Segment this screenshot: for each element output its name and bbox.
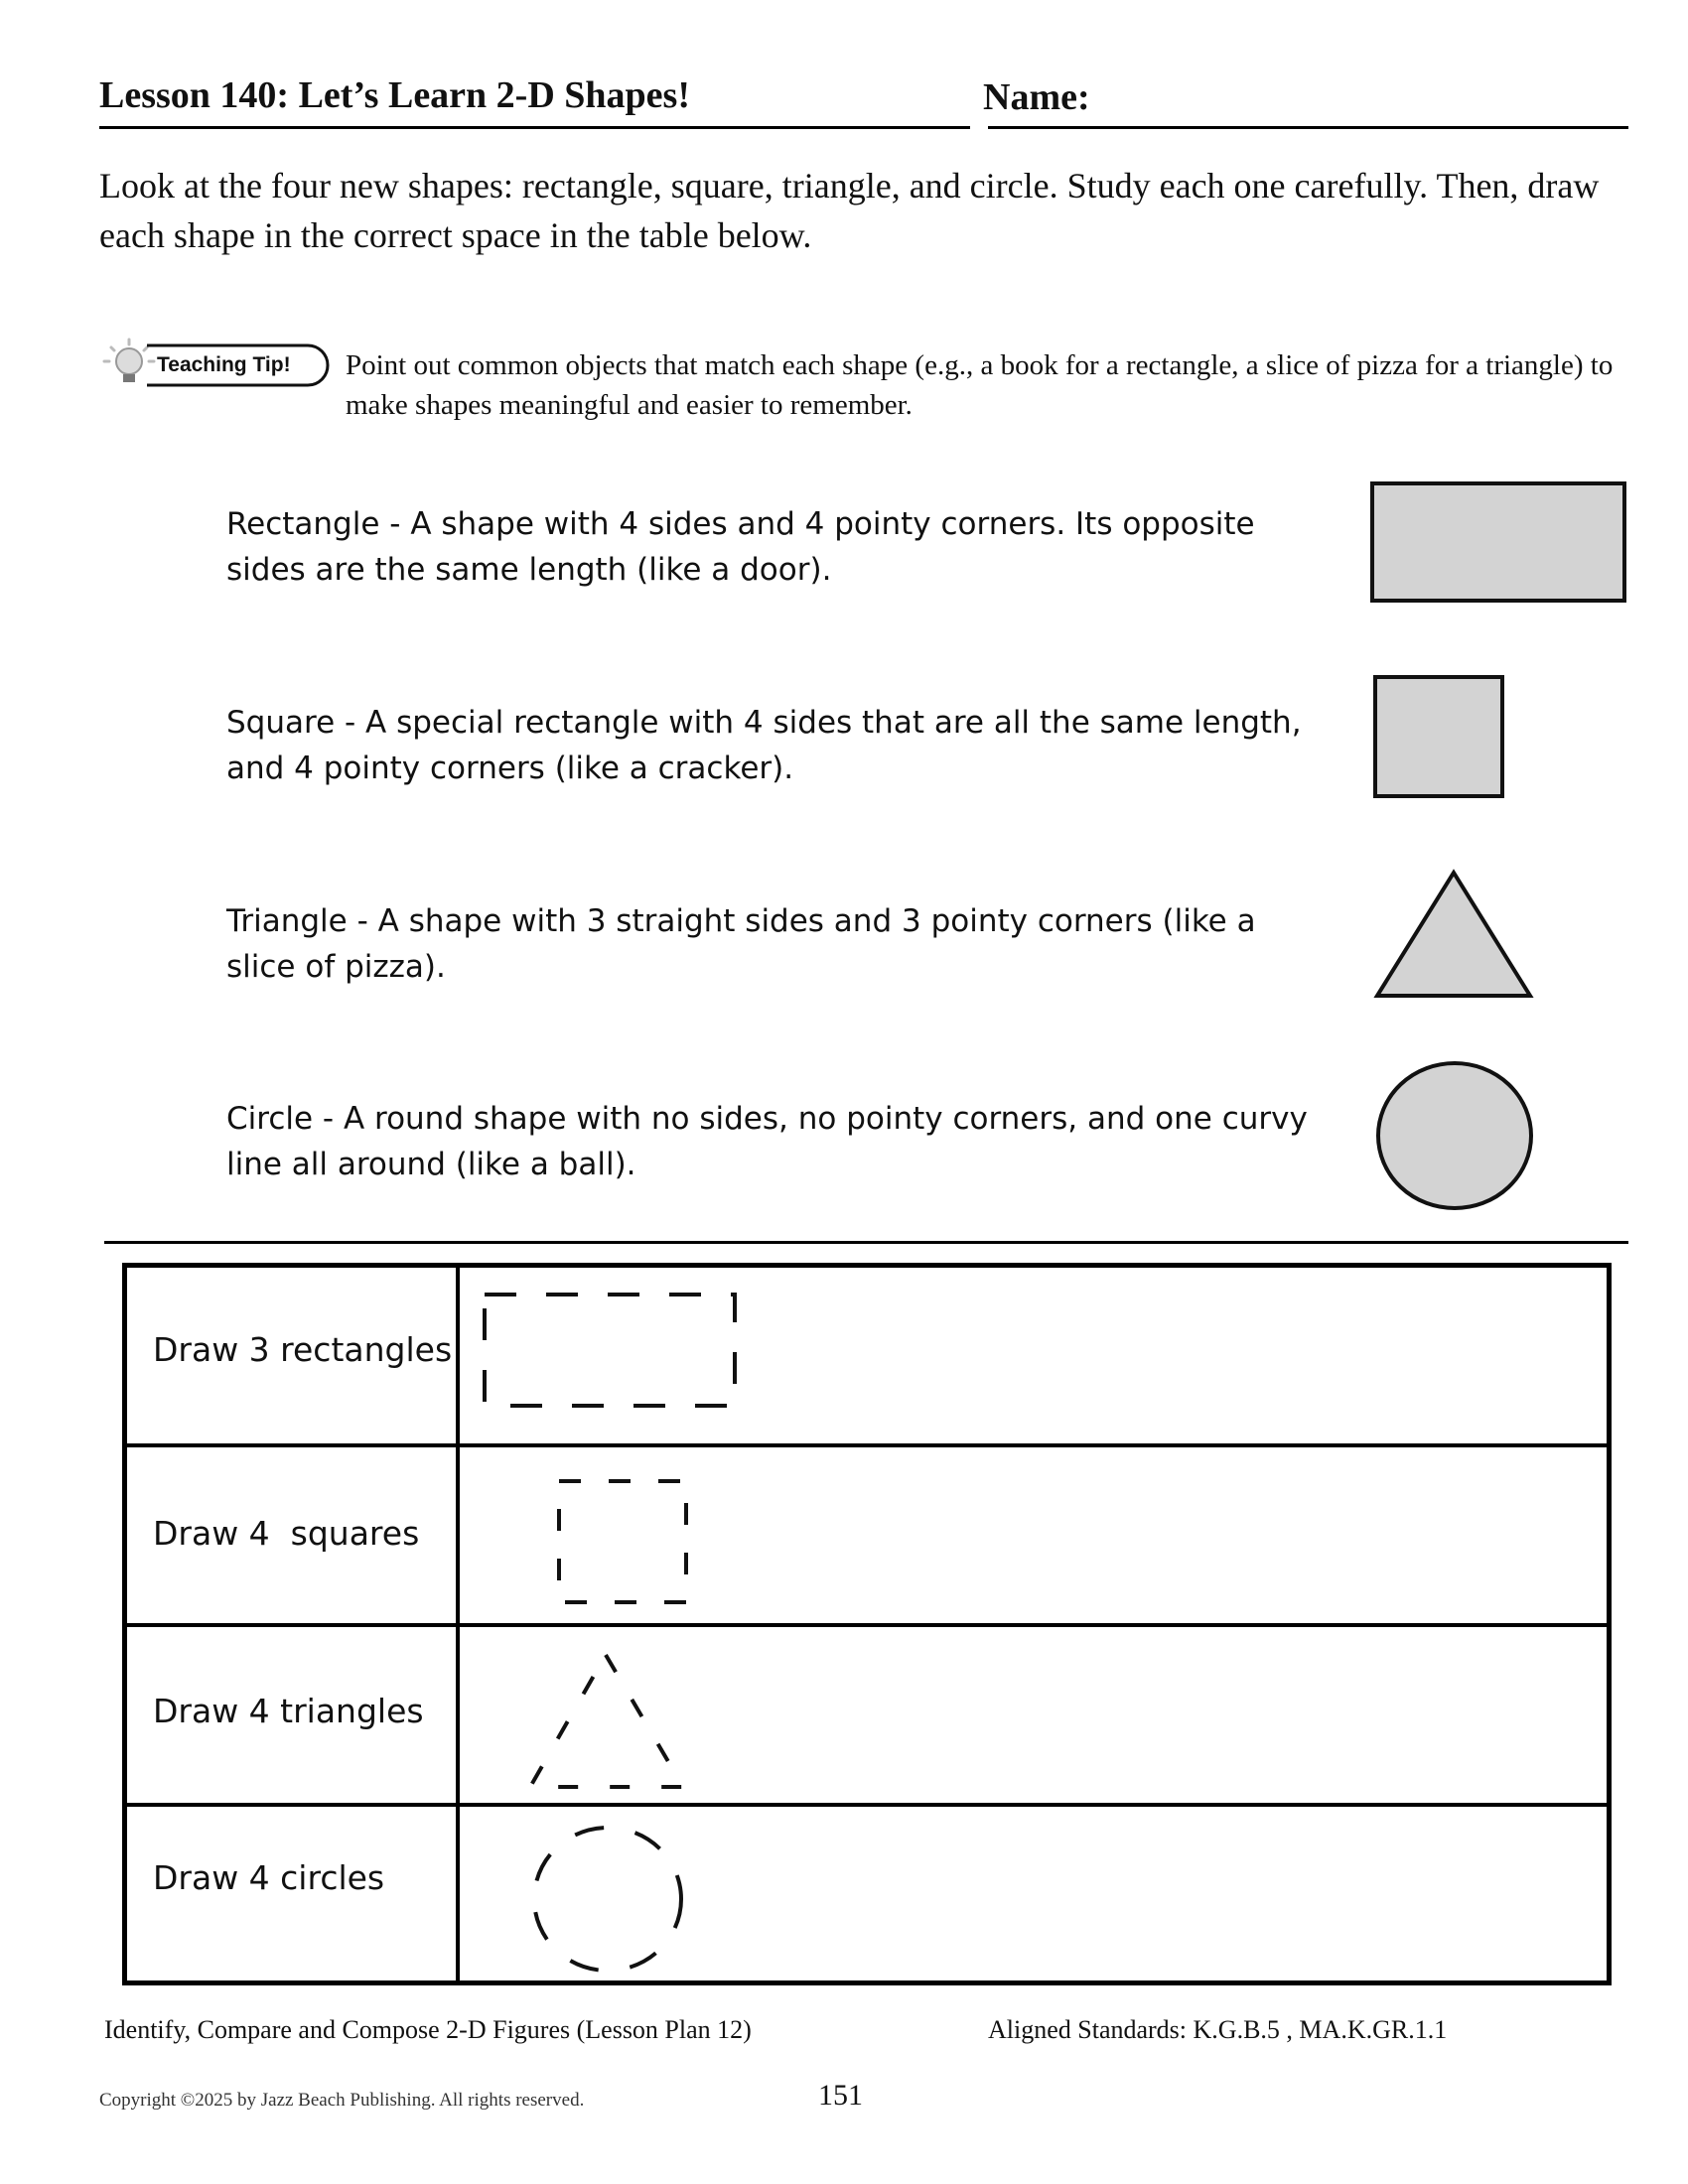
page-title: Lesson 140: Let’s Learn 2-D Shapes! (99, 74, 690, 116)
rectangle-definition: Rectangle - A shape with 4 sides and 4 pointy corners. Its opposite sides are the same length (like a door). (226, 506, 1255, 588)
triangle-definition: Triangle - A shape with 3 straight sides and 3 pointy corners (like a slice of pizza). (226, 903, 1256, 985)
dashed-triangle-icon (524, 1645, 698, 1804)
title-underline (99, 126, 970, 129)
copyright: Copyright ©2025 by Jazz Beach Publishing. All rights reserved. (99, 2090, 585, 2111)
row-label-triangles: Draw 4 triangles (153, 1692, 424, 1730)
page-number: 151 (818, 2079, 863, 2112)
instructions: Look at the four new shapes: rectangle, square, triangle, and circle. Study each one carefully. Then, draw each shape in the correct space in the table below. (99, 166, 1600, 255)
row-label-circles: Draw 4 circles (153, 1858, 385, 1897)
circle-definition: Circle - A round shape with no sides, no pointy corners, and one curvy line all around (like a ball). (226, 1101, 1308, 1182)
square-definition: Square - A special rectangle with 4 sides that are all the same length, and 4 pointy corners (like a cracker). (226, 705, 1302, 786)
teaching-tip-label: Teaching Tip! (157, 353, 291, 376)
circle-icon (1375, 1060, 1534, 1211)
section-divider (104, 1241, 1628, 1244)
aligned-standards: Aligned Standards: K.G.B.5 , MA.K.GR.1.1 (988, 2015, 1448, 2044)
practice-table (122, 1263, 1612, 1985)
dashed-square-icon (554, 1476, 698, 1615)
name-field[interactable] (988, 126, 1628, 129)
row-label-rectangles: Draw 3 rectangles (153, 1330, 453, 1369)
triangle-icon (1373, 869, 1534, 1000)
rectangle-icon (1370, 481, 1628, 606)
square-icon (1373, 675, 1507, 799)
dashed-rectangle-icon (480, 1290, 748, 1419)
teaching-tip-text: Point out common objects that match each shape (e.g., a book for a rectangle, a slice of pizza for a triangle) to make shapes meaningful and easier to remember. (346, 349, 1614, 421)
dashed-circle-icon (524, 1822, 693, 1980)
row-label-squares: Draw 4 squares (153, 1514, 420, 1553)
lightbulb-icon (104, 340, 154, 382)
name-label: Name: (983, 76, 1090, 118)
lesson-plan-reference: Identify, Compare and Compose 2-D Figures (Lesson Plan 12) (104, 2015, 752, 2044)
